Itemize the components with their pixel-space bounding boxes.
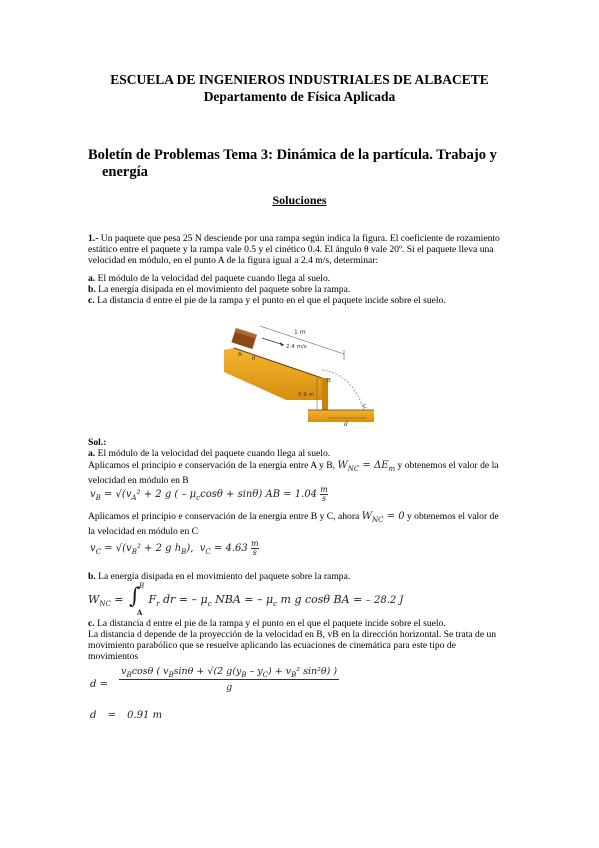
eq-part: dr: [159, 593, 176, 606]
label-C: C: [363, 404, 367, 410]
solution-a-para2: [88, 511, 516, 537]
eq-result: = 1.04: [280, 489, 318, 500]
eq-part: v: [121, 666, 127, 677]
unit-num: m: [320, 485, 328, 494]
problem-line-1: [88, 233, 516, 244]
question-tag: a.: [88, 273, 96, 284]
sol-label: Sol.:: [88, 437, 107, 448]
problem-line-3: velocidad en módulo, en el punto A de la figura igual a 2.4 m/s, determinar:: [88, 255, 379, 267]
equation-W: [88, 582, 404, 617]
equation-vB: [90, 486, 328, 503]
sol-b-tag: b.: [88, 571, 96, 582]
sol-c-line3: movimientos: [88, 651, 139, 663]
eq-part: m g cosθ BA =: [277, 593, 366, 606]
equation-vC: [90, 540, 259, 557]
solution-a-para1: [88, 460, 516, 486]
eq-result: 0.91 m: [127, 710, 163, 721]
eq-part: F: [148, 593, 157, 606]
eq-part: d: [90, 678, 97, 690]
solution-c-para: [88, 629, 516, 663]
label-A: A: [238, 352, 242, 358]
question-item-b: [88, 284, 516, 295]
eq-result: – 28.2 J: [365, 595, 404, 606]
label-theta: θ: [252, 356, 256, 362]
sol-a-tag: a.: [88, 448, 96, 459]
eq-sub: C: [205, 548, 211, 556]
bulletin-title-line2: energía: [102, 164, 148, 180]
problem-statement: [88, 233, 516, 267]
eq-part: – y: [246, 666, 263, 677]
question-text: La distancia d entre el pie de la rampa y el punto en el que el paquete incide sobre el suelo.: [94, 295, 446, 307]
sol-a-p2-text-a: Aplicamos el principio e conservación de la energía entre B y C, ahora: [88, 511, 360, 522]
integral-sign: ∫: [129, 584, 141, 609]
eq-part: = √(v: [100, 489, 132, 500]
eq-sub: c: [207, 600, 212, 609]
equation-d-result: [90, 710, 162, 721]
eq-part: cosθ ( v: [131, 666, 169, 677]
sol-a-p1-text-b: y obtenemos el valor de la: [395, 460, 499, 471]
sol-c-line2: movimiento parabólico que se resuelve aplicando las ecuaciones de cinemática para este tipo de: [88, 640, 456, 652]
eq-sub: m: [388, 465, 396, 473]
sol-c-tag: c.: [88, 618, 95, 629]
sol-a-p1-text-a: Aplicamos el principio e conservación de la energía entre A y B,: [88, 460, 336, 471]
eq-part: v: [90, 489, 96, 500]
eq-sub: C: [95, 548, 102, 556]
sol-c-text: La distancia d entre el pie de la rampa y el punto en el que el paquete incide sobre el suelo.: [94, 618, 446, 629]
equation-d: [90, 666, 339, 693]
question-item-a: [88, 273, 516, 284]
solution-b-heading: [88, 571, 516, 582]
lower-ground: [308, 410, 374, 422]
label-1m: 1 m: [294, 329, 306, 336]
eq-sub: B: [181, 548, 187, 556]
eq-sub: B: [95, 494, 101, 502]
question-text: La energía disipada en el movimiento del paquete sobre la rampa.: [95, 284, 351, 296]
question-item-c: [88, 295, 516, 306]
eq-part: W: [361, 511, 372, 522]
question-tag: c.: [88, 295, 95, 307]
sol-b-text: La energía disipada en el movimiento del paquete sobre la rampa.: [95, 571, 351, 582]
sol-a-p2-text-b: y obtenemos el valor de: [404, 511, 499, 522]
bulletin-title-line1: Boletín de Problemas Tema 3: Dinámica de la partícula. Trabajo y: [88, 147, 497, 163]
d-fraction: [119, 666, 339, 693]
eq-part: – μ: [191, 593, 208, 606]
eq-part: sinθ + √(2 g(y: [173, 666, 242, 677]
eq-sub: r: [156, 600, 160, 609]
eq-sub: c: [273, 600, 278, 609]
eq-part: cosθ + sinθ) AB: [200, 489, 281, 500]
eq-sub: B: [131, 548, 137, 556]
solutions-heading: Soluciones: [272, 193, 327, 207]
eq-sub: A: [131, 494, 137, 502]
eq-part: = ΔE: [359, 460, 389, 471]
unit-num: m: [250, 539, 259, 548]
d-numerator: [119, 666, 339, 679]
sol-a-p2-line1: [88, 511, 516, 526]
eq-part: = √(v: [101, 543, 132, 554]
statement-l1: Un paquete que pesa 25 N desciende por una rampa según indica la figura. El coeficiente de rozamiento: [98, 233, 500, 244]
d-lhs-wrap: [90, 679, 108, 690]
problem-number: 1.-: [88, 233, 99, 244]
eq-part: =: [104, 710, 120, 721]
eq-sub: B: [168, 670, 174, 679]
sol-a-p1-line2: velocidad en módulo en B: [88, 475, 189, 487]
eq-result: = 4.63: [210, 543, 248, 554]
department-name: Departamento de Física Aplicada: [203, 89, 396, 104]
wnc-zero-eq: [362, 511, 405, 522]
eq-part: ² + 2 g ( – μ: [136, 489, 197, 500]
question-text: El módulo de la velocidad del paquete cuando llega al suelo.: [95, 273, 331, 284]
velocity-arrowhead: [280, 342, 284, 346]
eq-part: ² sin²θ) ): [296, 666, 338, 677]
label-d: d: [344, 421, 348, 428]
eq-sub: NC: [99, 600, 111, 609]
eq-part: W: [88, 593, 100, 606]
eq-part: = 0: [383, 511, 405, 522]
eq-part: d: [90, 710, 97, 721]
eq-sub: c: [196, 494, 201, 502]
eq-part: ² + 2 g h: [136, 543, 182, 554]
eq-sub: NC: [371, 516, 384, 524]
label-velocity: 2.4 m/s: [286, 344, 307, 350]
eq-part: NBA =: [211, 593, 257, 606]
sol-a-text: El módulo de la velocidad del paquete cuando llega al suelo.: [95, 448, 331, 459]
trajectory: [322, 370, 364, 410]
unit-den: s: [321, 494, 327, 503]
eq-part: =: [96, 678, 108, 690]
unit-fraction: [320, 486, 328, 503]
eq-sub: B: [291, 670, 297, 679]
integral: [127, 582, 145, 617]
question-tag: b.: [88, 284, 96, 296]
eq-sub: B: [241, 670, 247, 679]
eq-sub: C: [262, 670, 269, 679]
eq-part: =: [110, 593, 128, 606]
eq-comma: ,: [190, 543, 194, 554]
eq-part: W: [337, 460, 348, 471]
ramp-figure: [224, 312, 376, 430]
solution-c-heading: [88, 618, 516, 629]
sol-c-line1: La distancia d depende de la proyección de la velocidad en B, vB en la dirección horizontal. Se trata de un: [88, 629, 497, 640]
eq-sub: NC: [347, 465, 360, 473]
wnc-eq: [337, 460, 395, 471]
label-B: B: [327, 378, 331, 384]
eq-part: v: [199, 543, 206, 554]
unit-fraction: [251, 540, 259, 557]
eq-part: – μ: [256, 593, 274, 606]
sol-a-p1-line1: [88, 460, 516, 475]
d-denominator: g: [119, 679, 339, 693]
label-height: 0.9 m: [298, 392, 314, 398]
unit-den: s: [252, 548, 257, 557]
question-list: [88, 273, 516, 307]
package-box: [231, 328, 257, 349]
eq-part: ) + v: [268, 666, 292, 677]
sol-a-p2-line2: la velocidad en módulo en C: [88, 526, 199, 538]
solution-a-heading: [88, 448, 516, 459]
eq-part: ): [186, 543, 191, 554]
eq-sub: B: [126, 670, 132, 679]
solution-label: [88, 437, 516, 448]
problem-line-2: estático entre el paquete y la rampa vale 0.5 y el cinético 0.4. El ángulo θ vale 20º. Si el paquete lleva una: [88, 244, 494, 256]
integral-upper: B: [139, 582, 145, 590]
integral-lower: A: [137, 608, 143, 617]
eq-part: =: [175, 593, 192, 606]
eq-part: v: [90, 543, 96, 554]
school-name: ESCUELA DE INGENIEROS INDUSTRIALES DE ALBACETE: [110, 72, 489, 87]
